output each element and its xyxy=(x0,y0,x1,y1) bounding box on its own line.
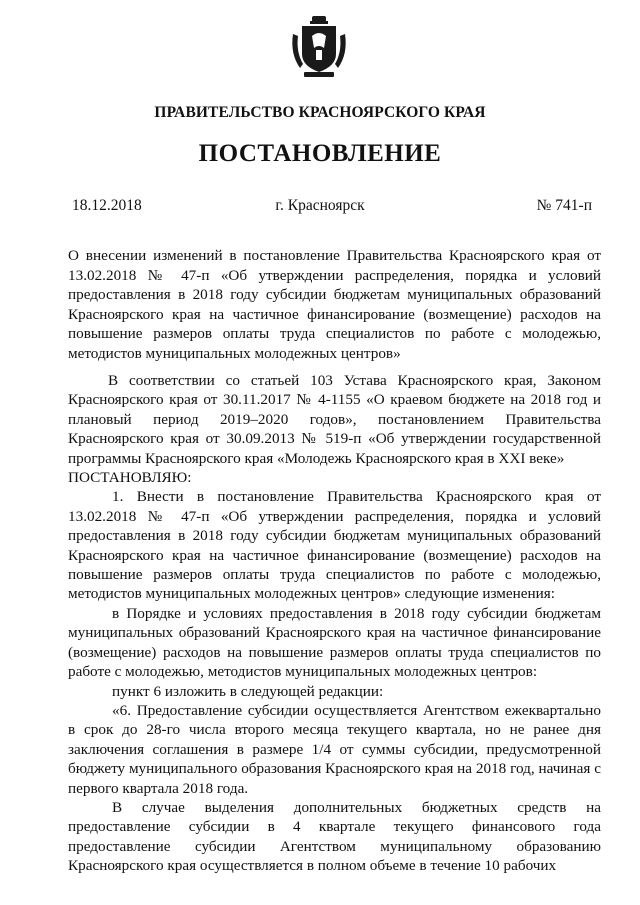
decree-heading: ПОСТАНОВЛЯЮ: xyxy=(68,469,192,487)
paragraph-2: в Порядке и условиях предоставления в 2018 году субсидии бюджетам муниципальных образований Красноярского края на частичное финансирование (возмещение) расходов на повышение размеров оплаты труда специалистов по работе с молодежью, методистов муниципальных молодежных центров: xyxy=(68,604,601,681)
document-city: г. Красноярск xyxy=(275,197,365,214)
preamble-paragraph: В соответствии со статьей 103 Устава Красноярского края, Законом Красноярского края от 30.11.2017 № 4-1155 «О краевом бюджете на 2018 год и плановый период 2019–2020 годов», постановлением Правительства Красноярского края от 30.09.2013 № 519-п «Об утверждении государственной программы Красноярского края «Молодежь Красноярского края в XXI веке» xyxy=(68,372,601,467)
government-title: ПРАВИТЕЛЬСТВО КРАСНОЯРСКОГО КРАЯ xyxy=(154,104,486,121)
paragraph-1: 1. Внести в постановление Правительства Красноярского края от 13.02.2018 № 47-п «Об утверждении распределения, порядка и условий предоставления в 2018 году субсидии бюджетам муниципальных образований Красноярского края на частичное финансирование (возмещение) расходов на повышение размеров оплаты труда специалистов по работе с молодежью, методистов муниципальных молодежных центров» следующие изменения: xyxy=(68,488,601,603)
document-body xyxy=(68,371,601,876)
paragraph-3: пункт 6 изложить в следующей редакции: xyxy=(112,682,384,700)
document-date: 18.12.2018 xyxy=(72,197,142,214)
coat-of-arms-emblem xyxy=(290,14,348,80)
document-number: № 741-п xyxy=(536,197,592,214)
document-type-heading: ПОСТАНОВЛЕНИЕ xyxy=(198,140,442,167)
paragraph-5: В случае выделения дополнительных бюджетных средств на предоставление субсидии в 4 квартале текущего финансового года предоставление субсидии Агентством муниципальному образованию Красноярского края осуществляется в полном объеме в течение 10 рабочих xyxy=(68,798,601,875)
document-subject: О внесении изменений в постановление Правительства Красноярского края от 13.02.2018 № 47-п «Об утверждении распределения, порядка и условий предоставления в 2018 году субсидии бюджетам муниципальных образований Красноярского края на частичное финансирование (возмещение) расходов на повышение размеров оплаты труда специалистов по работе с молодежью, методистов муниципальных молодежных центров» xyxy=(68,247,601,362)
paragraph-4: «6. Предоставление субсидии осуществляется Агентством ежеквартально в срок до 28-го числа второго месяца текущего квартала, но не ранее дня заключения соглашения в размере 1/4 от суммы субсидии, предусмотренной бюджету муниципального образования Красноярского края на 2018 год, начиная с первого квартала 2018 года. xyxy=(68,701,601,797)
